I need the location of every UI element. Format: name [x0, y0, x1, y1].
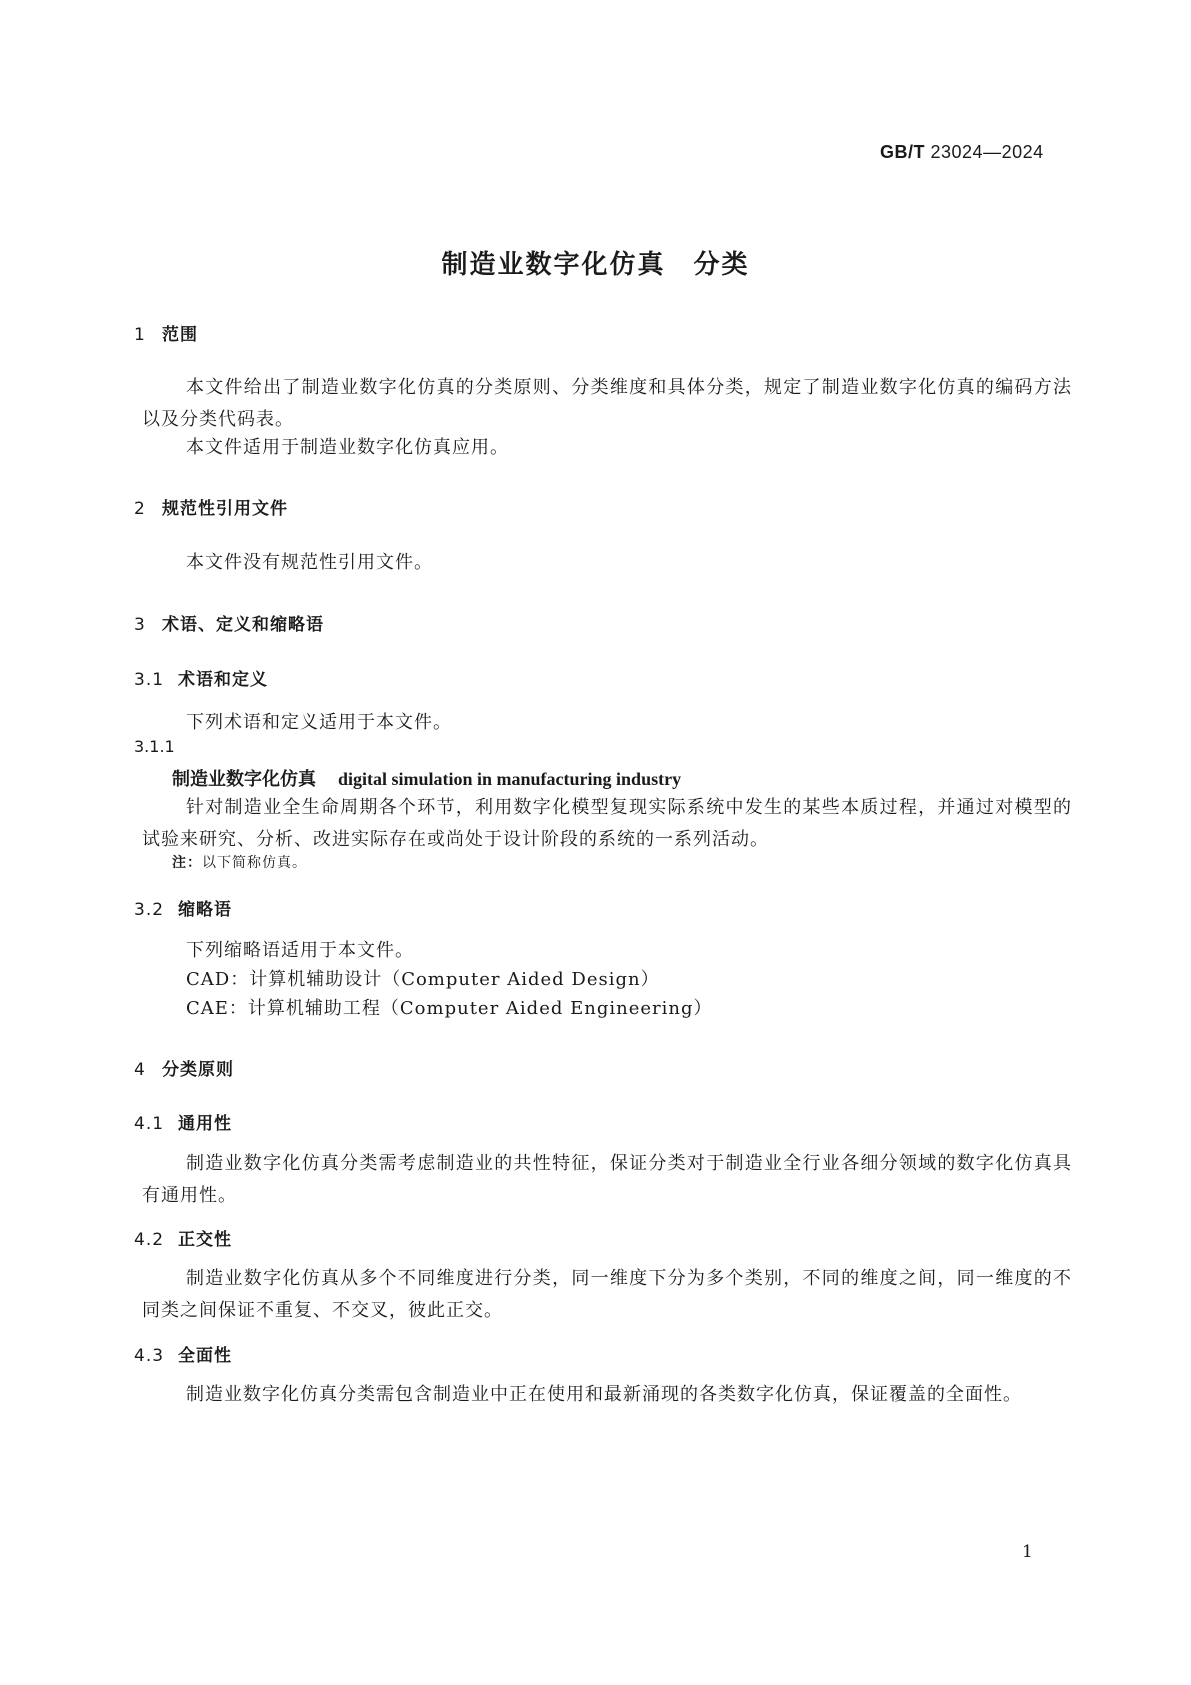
- term-english: digital simulation in manufacturing industry: [338, 769, 682, 789]
- doc-code: GB/T: [880, 142, 925, 162]
- abbreviation-cad: CAD：计算机辅助设计（Computer Aided Design）: [186, 969, 660, 990]
- term-chinese: 制造业数字化仿真: [172, 769, 316, 790]
- page-number: 1: [1022, 1542, 1033, 1562]
- heading-3: 3 术语、定义和缩略语: [134, 615, 324, 635]
- doc-number: 23024—2024: [930, 142, 1044, 162]
- references-paragraph: 本文件没有规范性引用文件。: [186, 552, 433, 573]
- generality-paragraph: 制造业数字化仿真分类需考虑制造业的共性特征，保证分类对于制造业全行业各细分领域的数字化仿真具有通用性。: [142, 1153, 1072, 1206]
- comprehensiveness-paragraph: 制造业数字化仿真分类需包含制造业中正在使用和最新涌现的各类数字化仿真，保证覆盖的全面性。: [186, 1384, 1022, 1405]
- heading-4-1: 4.1 通用性: [134, 1114, 232, 1134]
- heading-3-2: 3.2 缩略语: [134, 900, 232, 920]
- abbreviation-cae: CAE：计算机辅助工程（Computer Aided Engineering）: [186, 998, 713, 1019]
- heading-4: 4 分类原则: [134, 1060, 234, 1080]
- scope-paragraph-2: 本文件适用于制造业数字化仿真应用。: [186, 437, 509, 458]
- term-number: 3.1.1: [134, 737, 175, 756]
- term-entry: [172, 765, 681, 791]
- document-number: [880, 142, 1044, 163]
- heading-4-2: 4.2 正交性: [134, 1230, 232, 1250]
- page-title: 制造业数字化仿真 分类: [441, 250, 750, 280]
- heading-1: 1 范围: [134, 325, 198, 345]
- terms-intro-paragraph: 下列术语和定义适用于本文件。: [186, 712, 452, 733]
- heading-4-3: 4.3 全面性: [134, 1346, 232, 1366]
- heading-3-1: 3.1 术语和定义: [134, 670, 268, 690]
- term-definition: 针对制造业全生命周期各个环节，利用数字化模型复现实际系统中发生的某些本质过程，并通过对模型的试验来研究、分析、改进实际存在或尚处于设计阶段的系统的一系列活动。: [142, 797, 1072, 850]
- scope-paragraph-1: 本文件给出了制造业数字化仿真的分类原则、分类维度和具体分类，规定了制造业数字化仿真的编码方法以及分类代码表。: [142, 377, 1072, 430]
- orthogonality-paragraph: 制造业数字化仿真从多个不同维度进行分类，同一维度下分为多个类别，不同的维度之间，同一维度的不同类之间保证不重复、不交叉，彼此正交。: [142, 1268, 1072, 1321]
- term-note: 注：以下简称仿真。: [172, 855, 307, 871]
- heading-2: 2 规范性引用文件: [134, 499, 288, 519]
- abbreviations-intro: 下列缩略语适用于本文件。: [186, 940, 414, 961]
